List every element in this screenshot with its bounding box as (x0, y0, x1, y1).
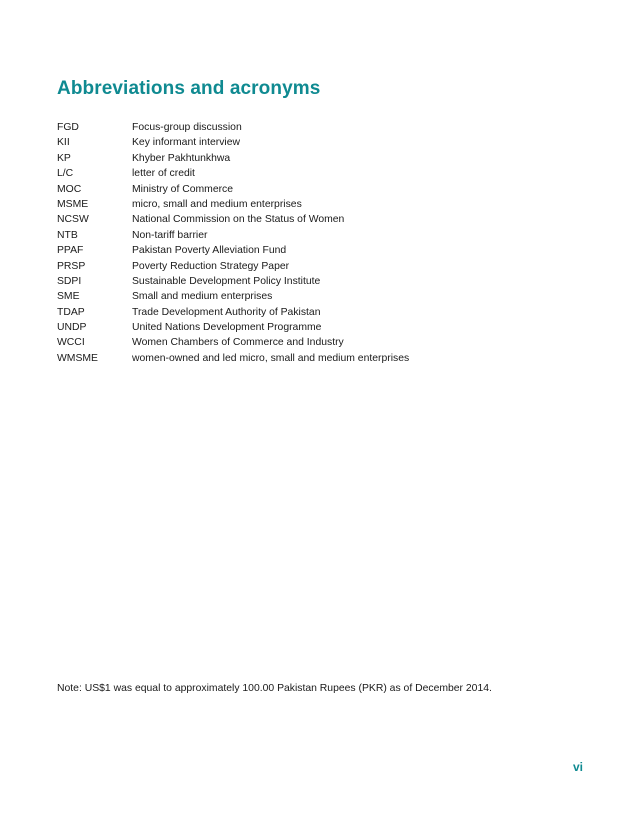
list-item (57, 289, 409, 304)
abbreviation-term: KP (57, 152, 71, 164)
abbreviation-definition: Ministry of Commerce (132, 183, 234, 195)
abbreviation-term: SDPI (57, 275, 82, 287)
list-item (57, 135, 409, 150)
list-item (57, 151, 409, 166)
abbreviation-definition: Non-tariff barrier (132, 229, 208, 241)
abbreviation-definition: women-owned and led micro, small and medium enterprises (132, 352, 410, 364)
abbreviation-definition: Key informant interview (132, 137, 240, 149)
list-item (57, 305, 409, 320)
abbreviation-definition: Pakistan Poverty Alleviation Fund (132, 245, 287, 257)
abbreviation-definition: Poverty Reduction Strategy Paper (132, 260, 290, 272)
page-title: Abbreviations and acronyms (57, 78, 321, 99)
abbreviation-term: MOC (57, 183, 82, 195)
abbreviation-definition: letter of credit (132, 168, 195, 180)
abbreviation-term: PRSP (57, 260, 86, 272)
currency-note: Note: US$1 was equal to approximately 100.00 Pakistan Rupees (PKR) as of December 2014. (57, 683, 492, 694)
list-item (57, 335, 409, 350)
list-item (57, 228, 409, 243)
abbreviation-definition: Small and medium enterprises (132, 291, 273, 303)
abbreviation-definition: Khyber Pakhtunkhwa (132, 152, 231, 164)
abbreviation-term: SME (57, 291, 80, 303)
list-item (57, 259, 409, 274)
list-item (57, 243, 409, 258)
abbreviation-term: PPAF (57, 245, 84, 257)
abbreviation-definition: micro, small and medium enterprises (132, 198, 302, 210)
abbreviation-definition: Sustainable Development Policy Institute (132, 275, 321, 287)
page-number: vi (572, 760, 583, 774)
list-item (57, 182, 409, 197)
abbreviation-definition: Focus-group discussion (132, 122, 242, 133)
list-item (57, 320, 409, 335)
abbreviation-definition: Trade Development Authority of Pakistan (132, 306, 321, 318)
list-item (57, 166, 409, 181)
abbreviation-term: FGD (57, 122, 79, 133)
abbreviation-definition: Women Chambers of Commerce and Industry (132, 337, 344, 349)
list-item (57, 274, 409, 289)
abbreviation-term: NTB (57, 229, 78, 241)
abbreviation-term: TDAP (57, 306, 85, 318)
abbreviations-list (57, 120, 409, 366)
abbreviation-term: NCSW (57, 214, 89, 226)
list-item (57, 120, 409, 135)
list-item (57, 351, 409, 366)
abbreviation-term: L/C (57, 168, 74, 180)
abbreviation-term: WMSME (57, 352, 98, 364)
abbreviation-definition: United Nations Development Programme (132, 322, 322, 334)
list-item (57, 197, 409, 212)
abbreviation-term: MSME (57, 198, 89, 210)
list-item (57, 212, 409, 227)
abbreviation-term: WCCI (57, 337, 85, 349)
abbreviation-term: UNDP (57, 322, 87, 334)
abbreviation-term: KII (57, 137, 70, 149)
abbreviation-definition: National Commission on the Status of Women (132, 214, 345, 226)
